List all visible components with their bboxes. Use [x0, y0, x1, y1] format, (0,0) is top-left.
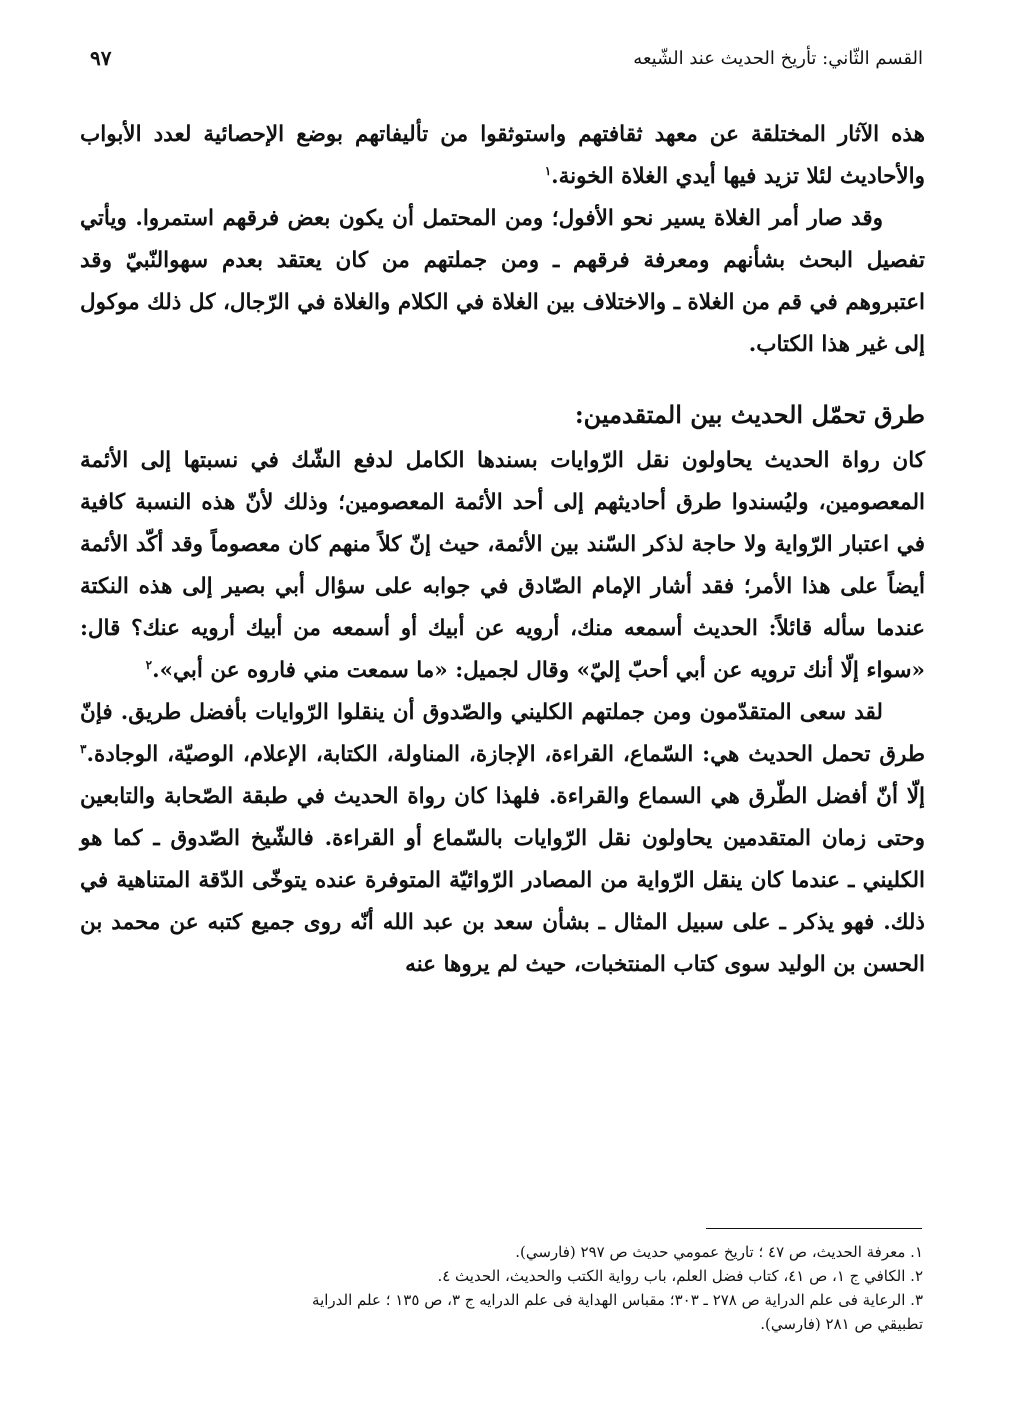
page-number: ٩٧: [90, 46, 112, 70]
footnote: ٣. الرعاية فى علم الدراية ص ٢٧٨ ـ ٣٠٣؛ مقباس الهداية فى علم الدرايه ج ٣، ص ١٣٥ ؛ علم الدراية تطبيقي ص ٢٨١ (فارسي).: [80, 1288, 923, 1336]
footnotes: [80, 1240, 923, 1336]
footnote-continuation: تطبيقي ص ٢٨١ (فارسي).: [760, 1315, 923, 1333]
section-title: القسم الثّاني: تأريخ الحديث عند الشّيعه: [633, 47, 923, 69]
running-header: [90, 40, 923, 76]
footnote: ١. معرفة الحديث، ص ٤٧ ؛ تاريخ عمومي حديث ص ٢٩٧ (فارسي).: [515, 1243, 923, 1261]
paragraph: كان رواة الحديث يحاولون نقل الرّوايات بسندها الكامل لدفع الشّك في نسبتها إلى الأئمة المعصومين، وليُسندوا طرق أحاديثهم إلى أحد الأئمة المعصومين؛ وذلك لأنّ هذه النسبة كافية في اعتبار الرّواية ولا حاجة لذكر السّند بين الأئمة، حيث إنّ كلاً منهم كان معصوماً وقد أكّد الأئمة أيضاً على هذا الأمر؛ فقد أشار الإمام الصّادق في جوابه على سؤال أبي بصير إلى هذه النكتة عندما سأله قائلاً: الحديث أسمعه منك، أرويه عن أبيك أو أسمعه من أبيك أرويه عنك؟ قال: «سواء إلّا أنك ترويه عن أبي أحبّ إليّ» وقال لجميل: «ما سمعت مني فاروه عن أبي».$^٢$: [80, 448, 925, 683]
paragraph: وقد صار أمر الغلاة يسير نحو الأفول؛ ومن المحتمل أن يكون بعض فرقهم استمروا. ويأتي تفصيل البحث بشأنهم ومعرفة فرقهم ـ ومن جملتهم من كان يعتقد بعدم سهوالنّبيّ وقد اعتبروهم في قم من الغلاة ـ والاختلاف بين الغلاة في الكلام والغلاة في الرّجال، كل ذلك موكول إلى غير هذا الكتاب.: [80, 206, 925, 357]
section-heading: طرق تحمّل الحديث بين المتقدمين:: [574, 400, 925, 429]
paragraph: هذه الآثار المختلقة عن معهد ثقافتهم واستوثقوا من تأليفاتهم بوضع الإحصائية لعدد الأبواب والأحاديث لئلا تزيد فيها أيدي الغلاة الخونة.$^١$: [80, 122, 925, 189]
footnote: ٢. الكافي ج ١، ص ٤١، كتاب فضل العلم، باب رواية الكتب والحديث، الحديث ٤.: [437, 1267, 923, 1285]
paragraph: لقد سعى المتقدّمون ومن جملتهم الكليني والصّدوق أن ينقلوا الرّوايات بأفضل طريق. فإنّ طرق تحمل الحديث هي: السّماع، القراءة، الإجازة، المناولة، الكتابة، الإعلام، الوصيّة، الوجادة.$^٣$ إلّا أنّ أفضل الطّرق هي السماع والقراءة. فلهذا كان رواة الحديث في طبقة الصّحابة والتابعين وحتى زمان المتقدمين يحاولون نقل الرّوايات بالسّماع أو القراءة. فالشّيخ الصّدوق ـ كما هو الكليني ـ عندما كان ينقل الرّواية من المصادر الرّوائيّة المتوفرة عنده يتوخّى الدّقة المتناهية في ذلك. فهو يذكر ـ على سبيل المثال ـ بشأن سعد بن عبد الله أنّه روى جميع كتبه عن محمد بن الحسن بن الوليد سوى كتاب المنتخبات، حيث لم يروها عنه: [80, 700, 925, 977]
footnote-rule: [706, 1228, 922, 1229]
footnote-ref: ٢: [145, 657, 153, 672]
footnote-ref: ١: [544, 163, 552, 178]
footnote-ref: ٣: [80, 741, 87, 756]
body-text: [80, 114, 925, 986]
